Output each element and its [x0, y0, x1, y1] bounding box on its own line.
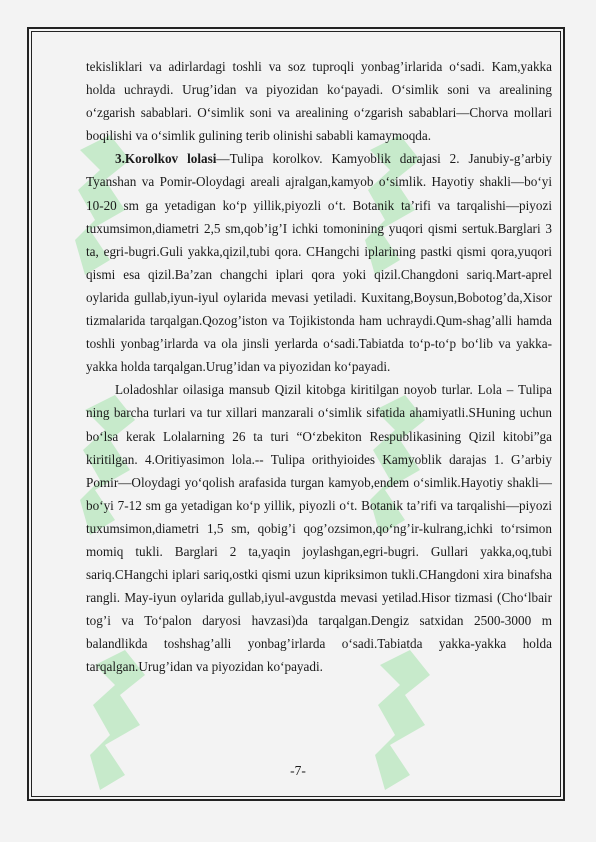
paragraph-2-body: —Tulipa korolkov. Kamyoblik darajasi 2. Janubiy-g’arbiy Tyanshan va Pomir-Oloydagi areali ajralgan,kamyob o‘simlik. Hayotiy shakli—bo‘yi 10-20 sm ga yetadigan ko‘p yillik,piyozli o‘t. Botanik ta’rifi va tarqalishi—piyozi tuxumsimon,diametri 2,5 sm,qob’ig’I ichki tomonining yuqori qismi sertuk.Barglari 3 ta, egri-bugri.Guli yakka,qizil,tubi qora. CHangchi iplarining pastki qismi qora,yuqori qismi esa qizil.Ba’zan changchi iplari qora yoki qizil.Changdoni sariq.Mart-aprel oylarida gullab,iyun-iyul oylarida mevasi yetiladi. Kuxitang,Boysun,Bobotog’da,Xisor tizmalarida tarqalgan.Qozog’iston va Tojikistonda ham uchraydi.Qum-shag’alli hamda toshli yonbag’irlarda va ola jinsli yerlarda o‘sadi.Tabiatda to‘p-to‘p bo‘lib va yakka-yakka holda tarqalgan.Urug’idan va piyozidan ko‘payadi. — [86, 151, 553, 375]
paragraph-1: tekisliklari va adirlardagi toshli va soz tuproqli yonbag’irlarida o‘sadi. Kam,yakka holda uchraydi. Urug’idan va piyozidan ko‘payadi. O‘simlik soni va arealining o‘zgarish sabablari. O‘simlik soni va arealining o‘zgarish sabablari—Chorva mollari boqilishi va o‘simlik gulining terib olinishi sababli kamaymoqda. — [86, 59, 552, 144]
document-body — [86, 55, 552, 679]
paragraph-2 — [86, 147, 552, 378]
paragraph-3: Loladoshlar oilasiga mansub Qizil kitobga kiritilgan noyob turlar. Lola – Tulipa ning barcha turlari va tur xillari manzarali o‘simlik sifatida ahamiyatli.SHuning uchun bo‘lsa kerak Lolalarning 26 ta turi “O‘zbekiton Respublikasining Qizil kitobi”ga kiritilgan. 4.Oritiyasimon lola.-- Tulipa orithyioides Kamyoblik darajas 1. G’arbiy Pomir—Oloydagi yo‘qolish arafasida turgan kamyob,endem o‘simlik.Hayotiy shakli—bo‘yi 7-12 sm ga yetadigan ko‘p yillik, piyozli o‘t. Botanik ta’rifi va tarqalishi—piyozi tuxumsimon,diametri 1,5 sm, qobig’i qog’ozsimon,qo‘ng’ir-kulrang,ichki to‘rsimon momiq tukli. Barglari 2 ta,yaqin joylashgan,egri-bugri. Gullari yakka,oq,tubi sariq.CHangchi iplari sariq,ostki qismi uzun kipriksimon tukli.CHangdoni xira binafsha rangli. May-iyun oylarida gullab,iyul-avgustda mevasi yetilad.Hisor tizmasi (Cho‘lbair tog’i va To‘palon daryosi havzasi)da tarqalgan.Dengiz satxidan 2500-3000 m balandlikda toshshag’alli yonbag’irlarda o‘sadi.Tabiatda yakka-yakka holda tarqalgan.Urug’idan va piyozidan ko‘payadi. — [86, 382, 552, 675]
page-number: -7- — [290, 763, 306, 778]
paragraph-2-heading: 3.Korolkov lolasi — [115, 151, 217, 167]
